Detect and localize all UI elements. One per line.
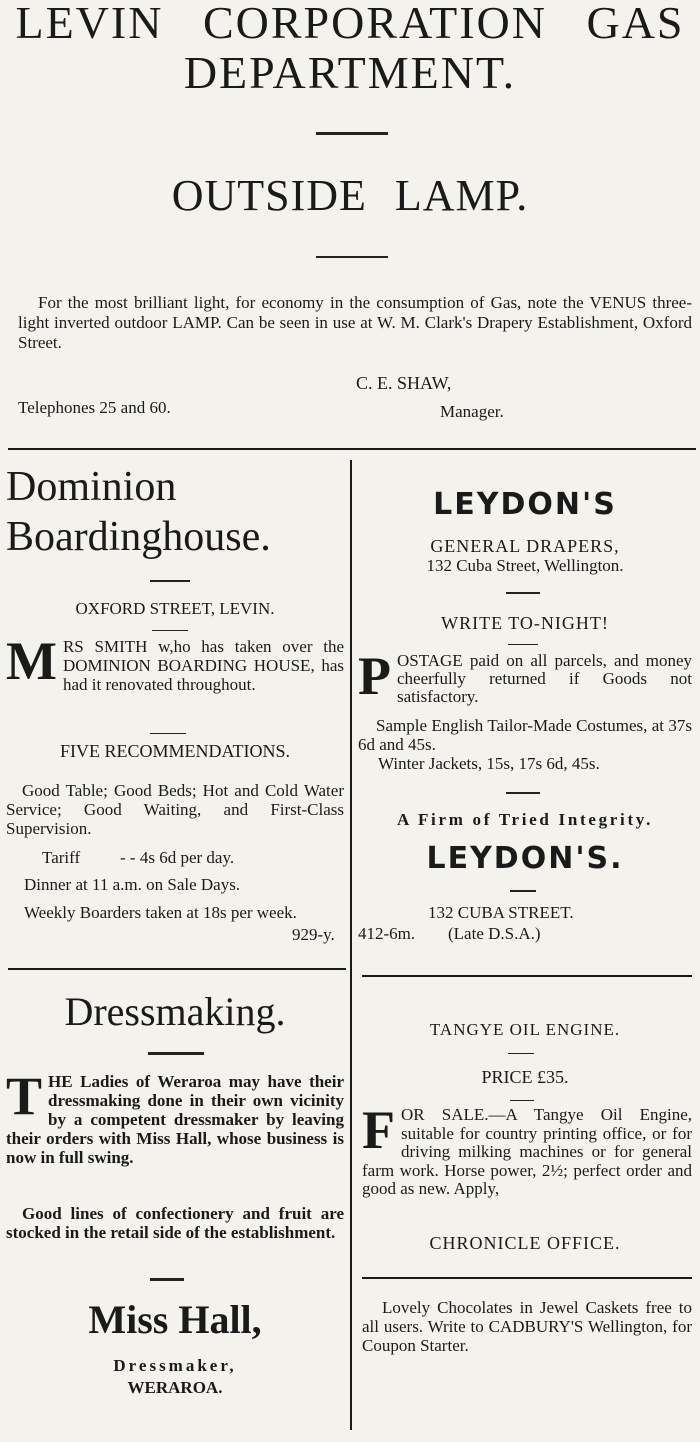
gas-body: For the most brilliant light, for economy in the consumption of Gas, note the VENUS three-light inverted outdoor LAMP. Can be seen in use at W. M. Clark's Drapery Establishment, Oxford Street. [18,293,692,352]
gas-title-line2: DEPARTMENT. [183,47,517,98]
boarding-address: OXFORD STREET, LEVIN. [75,599,275,618]
leydons-late: (Late D.S.A.) [448,924,541,943]
header-rule [8,448,696,450]
column-rule [350,460,352,1430]
leydons-name2: LEYDON'S. [426,841,624,876]
gas-subtitle: OUTSIDE LAMP. [171,171,529,220]
dress-name: Miss Hall, [88,1297,262,1342]
divider [150,580,190,582]
gas-role: Manager. [440,402,504,421]
dress-title: Dressmaking. [64,989,286,1034]
tangye-body: OR SALE.—A Tangye Oil Engine, suitable for country printing office, or for driving milking machines or for general farm work. Horse power, 2½; perfect order and good as new. Apply, [362,1105,692,1198]
gas-title-line1: LEVIN CORPORATION GAS [15,0,685,48]
boarding-tariff-label: Tariff [42,848,81,867]
leydons-type: GENERAL DRAPERS, [430,536,620,556]
dress-intro-block [6,1066,344,1167]
leydons-postage: OSTAGE paid on all parcels, and money cheerfully returned if Goods not satisfactory. [397,651,692,706]
boarding-title-line1: Dominion [6,464,177,510]
boarding-features: Good Table; Good Beds; Hot and Cold Water Service; Good Waiting, and First-Class Supervision. [6,781,344,838]
boarding-ref: 929-y. [288,925,335,944]
boarding-intro: RS SMITH w,ho has taken over the DOMINION BOARDING HOUSE, has had it renovated throughout. [62,637,344,694]
leydons-costumes: Sample English Tailor-Made Costumes, at 37s 6d and 45s. [358,716,692,754]
boarding-recommendations: FIVE RECOMMENDATIONS. [59,741,290,761]
boarding-weekly: Weekly Boarders taken at 18s per week. [24,903,297,922]
boarding-intro-block [6,631,344,694]
leydons-write: WRITE TO-NIGHT! [441,613,609,633]
cadbury-text: Lovely Chocolates in Jewel Caskets free to all users. Write to CADBURY'S Wellington, for Coupon Starter. [362,1298,692,1355]
divider [150,733,186,734]
leydons-postage-block [358,646,692,706]
tangye-office: CHRONICLE OFFICE. [429,1233,621,1253]
dress-place: WERAROA. [127,1378,223,1397]
gas-signatory: C. E. SHAW, [356,373,452,393]
boarding-dinner: Dinner at 11 a.m. on Sale Days. [24,875,241,894]
leydons-integrity: A Firm of Tried Integrity. [396,810,654,829]
tangye-title: TANGYE OIL ENGINE. [429,1020,621,1039]
divider [148,1052,204,1055]
leydons-ref: 412-6m. [358,924,416,943]
leydons-address2: 132 CUBA STREET. [428,903,574,922]
boarding-tariff-value: - - 4s 6d per day. [120,848,235,867]
divider [150,1278,184,1281]
divider [506,792,540,794]
divider [316,132,388,135]
right-rule [362,975,692,977]
gas-telephones: Telephones 25 and 60. [18,398,171,417]
leydons-dropcap: P [358,646,391,706]
leydons-jackets: Winter Jackets, 15s, 17s 6d, 45s. [378,754,600,773]
divider [508,644,538,645]
left-rule [8,968,346,970]
right-rule [362,1277,692,1279]
divider [506,592,540,594]
dress-intro: HE Ladies of Weraroa may have their dressmaking done in their own vicinity by a competent dressmaker by leaving their orders with Miss Hall, whose business is now in full swing. [6,1072,344,1167]
tangye-dropcap: F [362,1100,395,1160]
tangye-body-block [362,1100,692,1199]
boarding-title-line2: Boardinghouse. [6,514,271,560]
divider [508,1053,534,1054]
divider [152,630,188,631]
leydons-name: LEYDON'S [433,487,617,522]
divider [510,1100,534,1101]
dress-goods: Good lines of confectionery and fruit are stocked in the retail side of the establishment. [6,1204,344,1242]
divider [316,256,388,258]
boarding-dropcap: M [6,631,57,691]
dress-role: Dressmaker, [113,1356,237,1375]
leydons-address: 132 Cuba Street, Wellington. [426,556,624,575]
tangye-price: PRICE £35. [481,1067,569,1087]
dress-dropcap: T [6,1066,43,1126]
divider [510,890,536,892]
